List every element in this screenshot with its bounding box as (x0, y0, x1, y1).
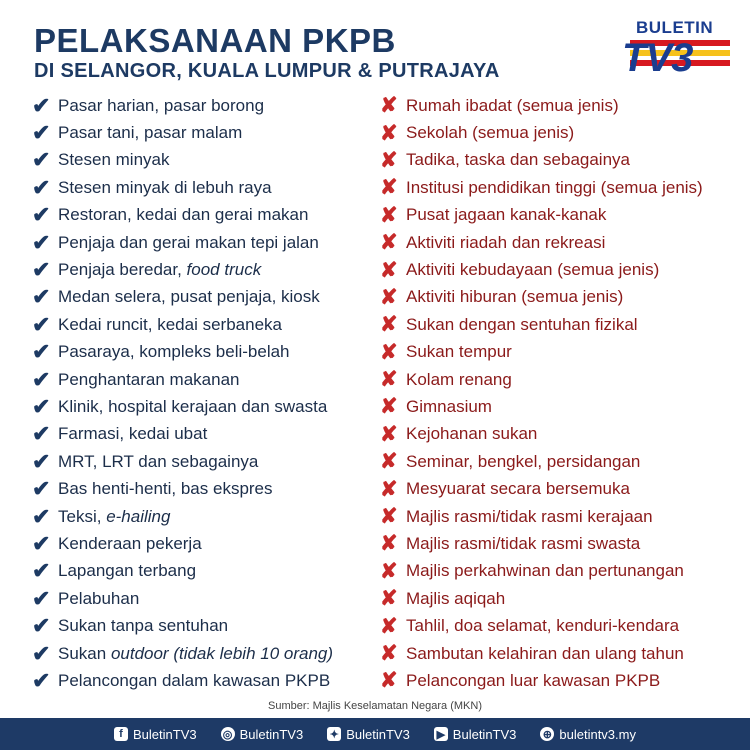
allowed-item-label: Farmasi, kedai ubat (58, 424, 208, 444)
check-icon: ✔ (32, 120, 51, 146)
cross-icon: ✘ (380, 669, 398, 693)
allowed-item-label: Penjaja dan gerai makan tepi jalan (58, 232, 319, 252)
allowed-item (32, 612, 372, 639)
cross-icon: ✘ (380, 587, 398, 611)
allowed-item-label: Bas henti-henti, bas ekspres (58, 479, 273, 499)
allowed-item (32, 667, 372, 694)
allowed-item (32, 339, 372, 366)
allowed-item-italic: e-hailing (106, 506, 171, 526)
cross-icon: ✘ (380, 121, 398, 145)
check-icon: ✔ (32, 339, 51, 365)
banned-item (380, 667, 740, 694)
social-label: BuletinTV3 (346, 726, 410, 742)
banned-item (380, 339, 740, 366)
banned-item (380, 284, 740, 311)
banned-item (380, 558, 740, 585)
banned-activities-list (380, 92, 740, 695)
check-icon: ✔ (32, 257, 51, 283)
allowed-item-label: Medan selera, pusat penjaja, kiosk (58, 287, 320, 307)
allowed-item-label: Stesen minyak di lebuh raya (58, 177, 272, 197)
banned-item (380, 202, 740, 229)
allowed-item (32, 421, 372, 448)
social-link[interactable] (327, 727, 410, 742)
footer-bar (0, 718, 750, 750)
banned-item-label: Aktiviti riadah dan rekreasi (406, 232, 606, 252)
allowed-item-label: Klinik, hospital kerajaan dan swasta (58, 396, 328, 416)
allowed-item-label: Pasaraya, kompleks beli-belah (58, 342, 290, 362)
banned-item (380, 311, 740, 338)
allowed-item-label: Stesen minyak (58, 150, 170, 170)
banned-item-label: Institusi pendidikan tinggi (semua jenis) (406, 177, 703, 197)
globe-icon: ⊕ (540, 727, 554, 741)
allowed-item (32, 311, 372, 338)
page-title: PELAKSANAAN PKPB (34, 22, 396, 59)
check-icon: ✔ (32, 640, 51, 666)
allowed-activities-list (32, 92, 372, 695)
banned-item (380, 448, 740, 475)
cross-icon: ✘ (380, 340, 398, 364)
buletin-tv3-logo (622, 18, 734, 82)
cross-icon: ✘ (380, 450, 398, 474)
banned-item-label: Sambutan kelahiran dan ulang tahun (406, 643, 684, 663)
banned-item (380, 366, 740, 393)
check-icon: ✔ (32, 174, 51, 200)
banned-item-label: Kolam renang (406, 369, 512, 389)
banned-item-label: Majlis perkahwinan dan pertunangan (406, 561, 684, 581)
banned-item-label: Sukan tempur (406, 342, 512, 362)
check-icon: ✔ (32, 284, 51, 310)
social-label: BuletinTV3 (133, 726, 197, 742)
allowed-item (32, 119, 372, 146)
banned-item (380, 174, 740, 201)
cross-icon: ✘ (380, 642, 398, 665)
allowed-item-label: Kenderaan pekerja (58, 533, 202, 553)
allowed-item-label: Lapangan terbang (58, 561, 197, 581)
allowed-item-label: Penghantaran makanan (58, 369, 240, 389)
cross-icon: ✘ (380, 614, 398, 638)
banned-item (380, 92, 740, 119)
cross-icon: ✘ (380, 532, 398, 556)
cross-icon: ✘ (380, 422, 398, 446)
allowed-item-label: Pasar tani, pasar malam (58, 123, 243, 143)
social-link[interactable] (540, 727, 636, 742)
allowed-item (32, 284, 372, 311)
banned-item-label: Sukan dengan sentuhan fizikal (406, 314, 638, 334)
check-icon: ✔ (32, 229, 51, 255)
banned-item-label: Gimnasium (406, 396, 492, 416)
banned-item-label: Pusat jagaan kanak-kanak (406, 205, 607, 225)
instagram-icon: ◎ (221, 727, 235, 741)
allowed-item (32, 530, 372, 557)
social-label: BuletinTV3 (239, 726, 304, 742)
cross-icon: ✘ (380, 313, 398, 337)
check-icon: ✔ (32, 92, 51, 118)
banned-item (380, 640, 740, 667)
cross-icon: ✘ (380, 505, 398, 529)
banned-item-label: Aktiviti hiburan (semua jenis) (406, 287, 624, 307)
facebook-icon: f (114, 727, 128, 741)
allowed-item-label: Sukan (58, 643, 111, 663)
logo-text-main: TV3 (622, 36, 693, 80)
banned-item-label: Mesyuarat secara bersemuka (406, 479, 630, 499)
allowed-item-label: Penjaja beredar, (58, 260, 187, 280)
banned-item-label: Aktiviti kebudayaan (semua jenis) (406, 260, 660, 280)
banned-item-label: Majlis rasmi/tidak rasmi swasta (406, 533, 641, 553)
allowed-item (32, 475, 372, 502)
allowed-item-label: Sukan tanpa sentuhan (58, 616, 229, 636)
banned-item (380, 256, 740, 283)
check-icon: ✔ (32, 585, 51, 611)
social-link[interactable] (114, 727, 197, 742)
banned-item-label: Tahlil, doa selamat, kenduri-kendara (406, 616, 680, 636)
social-link[interactable] (434, 727, 517, 742)
allowed-item (32, 393, 372, 420)
banned-item (380, 503, 740, 530)
cross-icon: ✘ (380, 176, 398, 200)
page-subtitle: DI SELANGOR, KUALA LUMPUR & PUTRAJAYA (34, 60, 500, 82)
banned-item (380, 530, 740, 557)
banned-item (380, 119, 740, 146)
allowed-item (32, 448, 372, 475)
social-label: buletintv3.my (559, 726, 636, 742)
cross-icon: ✘ (380, 559, 398, 583)
allowed-item (32, 92, 372, 119)
allowed-item-label: MRT, LRT dan sebagainya (58, 451, 259, 471)
allowed-item-italic: food truck (186, 260, 262, 280)
banned-item (380, 475, 740, 502)
check-icon: ✔ (32, 503, 51, 529)
cross-icon: ✘ (380, 203, 398, 227)
cross-icon: ✘ (380, 395, 398, 419)
source-note: Sumber: Majlis Keselamatan Negara (MKN) (268, 700, 482, 712)
logo-text-top: BULETIN (636, 18, 714, 37)
twitter-icon: ✦ (327, 727, 341, 741)
check-icon: ✔ (32, 421, 51, 447)
cross-icon: ✘ (380, 477, 398, 501)
banned-item-label: Kejohanan sukan (406, 424, 538, 444)
allowed-item (32, 558, 372, 585)
allowed-item-label: Pelancongan dalam kawasan PKPB (58, 670, 331, 690)
allowed-item (32, 256, 372, 283)
cross-icon: ✘ (380, 285, 398, 309)
banned-item (380, 612, 740, 639)
check-icon: ✔ (32, 558, 51, 584)
check-icon: ✔ (32, 530, 51, 556)
youtube-icon: ▶ (434, 727, 448, 741)
allowed-item (32, 503, 372, 530)
cross-icon: ✘ (380, 368, 398, 392)
banned-item (380, 393, 740, 420)
banned-item (380, 421, 740, 448)
banned-item-label: Tadika, taska dan sebagainya (406, 150, 630, 170)
banned-item-label: Pelancongan luar kawasan PKPB (406, 670, 661, 690)
banned-item-label: Rumah ibadat (semua jenis) (406, 95, 619, 115)
allowed-item-italic: outdoor (tidak lebih 10 orang) (110, 643, 334, 663)
allowed-item (32, 585, 372, 612)
social-label: BuletinTV3 (452, 726, 517, 742)
check-icon: ✔ (32, 147, 51, 173)
banned-item (380, 229, 740, 256)
check-icon: ✔ (32, 393, 51, 419)
cross-icon: ✘ (380, 148, 398, 172)
check-icon: ✔ (32, 366, 51, 392)
banned-item-label: Sekolah (semua jenis) (406, 123, 575, 143)
banned-item (380, 585, 740, 612)
cross-icon: ✘ (380, 94, 398, 118)
banned-item-label: Seminar, bengkel, persidangan (406, 451, 641, 471)
cross-icon: ✘ (380, 258, 398, 282)
cross-icon: ✘ (380, 231, 398, 255)
allowed-item (32, 640, 372, 667)
allowed-item (32, 147, 372, 174)
banned-item-label: Majlis aqiqah (406, 588, 506, 608)
banned-item (380, 147, 740, 174)
allowed-item-label: Restoran, kedai dan gerai makan (58, 205, 309, 225)
social-link[interactable] (221, 727, 304, 742)
allowed-item-label: Kedai runcit, kedai serbaneka (58, 314, 282, 334)
check-icon: ✔ (32, 448, 51, 474)
allowed-item-label: Pasar harian, pasar borong (58, 95, 265, 115)
check-icon: ✔ (32, 202, 51, 228)
allowed-item-label: Teksi, (58, 506, 107, 526)
check-icon: ✔ (32, 667, 51, 693)
allowed-item-label: Pelabuhan (58, 588, 140, 608)
check-icon: ✔ (32, 476, 51, 502)
allowed-item (32, 229, 372, 256)
allowed-item (32, 366, 372, 393)
allowed-item (32, 202, 372, 229)
banned-item-label: Majlis rasmi/tidak rasmi kerajaan (406, 506, 653, 526)
check-icon: ✔ (32, 613, 51, 639)
check-icon: ✔ (32, 311, 51, 337)
allowed-item (32, 174, 372, 201)
